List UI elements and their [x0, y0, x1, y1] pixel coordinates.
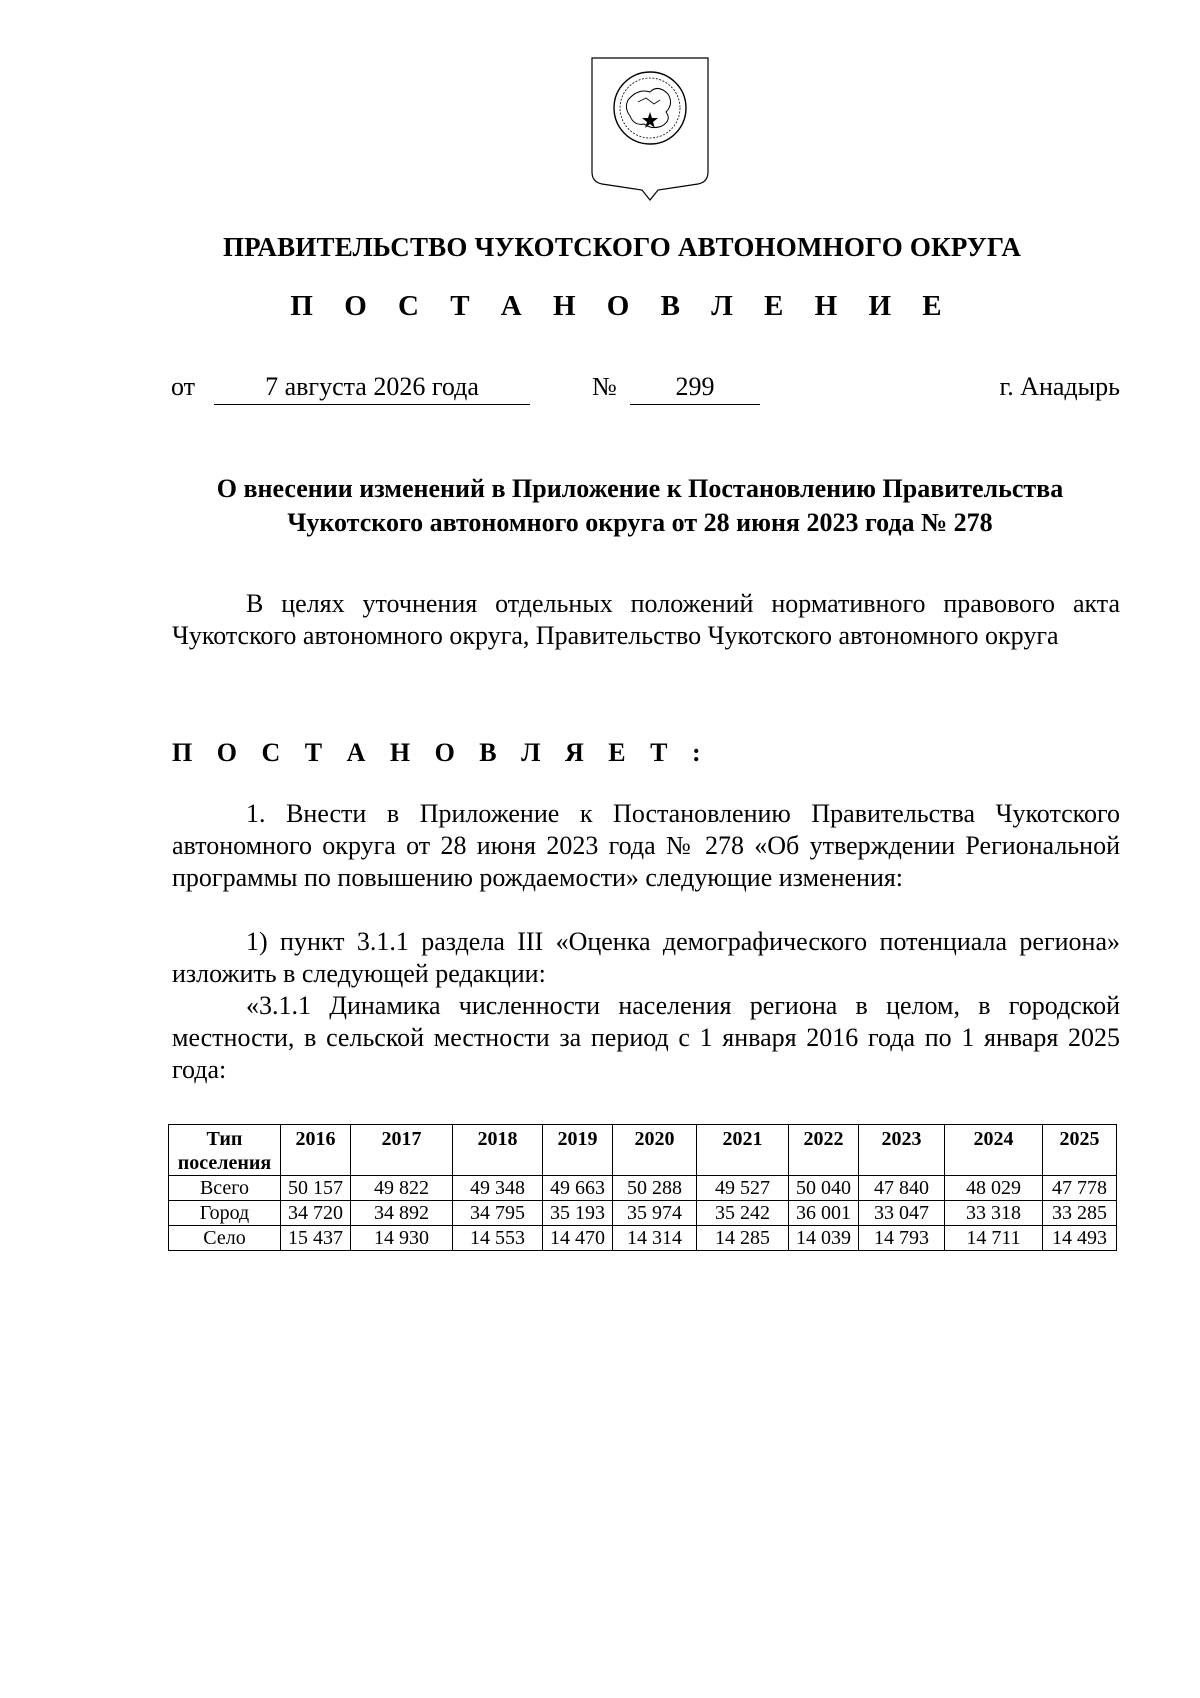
table-cell: 14 793 [859, 1226, 945, 1251]
organization-title: ПРАВИТЕЛЬСТВО ЧУКОТСКОГО АВТОНОМНОГО ОКРУГА [222, 232, 1022, 262]
table-cell: 33 047 [859, 1201, 945, 1226]
coat-of-arms-emblem [588, 54, 712, 206]
subject-line-2: Чукотского автономного округа от 28 июня 2023 года № 278 [287, 508, 993, 537]
header-label-line-1: Тип [206, 1128, 243, 1150]
table-cell: 33 318 [945, 1201, 1043, 1226]
document-date-field [214, 372, 530, 405]
table-cell: 49 822 [351, 1176, 453, 1201]
table-cell: 47 840 [859, 1176, 945, 1201]
table-cell: 14 553 [453, 1226, 543, 1251]
table-cell: 48 029 [945, 1176, 1043, 1201]
year-header: 2023 [859, 1125, 945, 1176]
row-label: Город [169, 1201, 281, 1226]
preamble-paragraph: В целях уточнения отдельных положений нормативного правового акта Чукотского автономного округа, Правительство Чукотского автономного округа [172, 589, 1120, 650]
subitem-1-paragraph: 1) пункт 3.1.1 раздела III «Оценка демографического потенциала региона» изложить в следующей редакции: [172, 927, 1120, 988]
document-date: 7 августа 2026 года [214, 372, 530, 405]
table-cell: 50 288 [613, 1176, 697, 1201]
table-cell: 50 157 [281, 1176, 351, 1201]
number-label: № [592, 372, 617, 401]
table-cell: 50 040 [789, 1176, 859, 1201]
year-header: 2020 [613, 1125, 697, 1176]
table-cell: 49 663 [543, 1176, 613, 1201]
year-header: 2022 [789, 1125, 859, 1176]
decree-heading: П О С Т А Н О В Л Я Е Т : [172, 738, 710, 767]
document-number-field [630, 372, 760, 405]
table-cell: 14 493 [1043, 1226, 1117, 1251]
table-cell: 47 778 [1043, 1176, 1117, 1201]
document-subject [160, 472, 1120, 540]
year-header: 2021 [697, 1125, 789, 1176]
table-cell: 34 892 [351, 1201, 453, 1226]
table-cell: 14 285 [697, 1226, 789, 1251]
table-cell: 34 795 [453, 1201, 543, 1226]
subject-line-1: О внесении изменений в Приложение к Постановлению Правительства [216, 474, 1064, 503]
year-header: 2016 [281, 1125, 351, 1176]
table-header-row [169, 1125, 1117, 1176]
table-row [169, 1201, 1117, 1226]
table-row [169, 1176, 1117, 1201]
table-cell: 49 348 [453, 1176, 543, 1201]
row-label: Всего [169, 1176, 281, 1201]
year-header: 2018 [453, 1125, 543, 1176]
population-table [168, 1124, 1117, 1251]
year-header: 2019 [543, 1125, 613, 1176]
city-label: г. Анадырь [999, 372, 1120, 401]
table-cell: 36 001 [789, 1201, 859, 1226]
table-cell: 34 720 [281, 1201, 351, 1226]
year-header: 2025 [1043, 1125, 1117, 1176]
table-row [169, 1226, 1117, 1251]
table-cell: 15 437 [281, 1226, 351, 1251]
table-cell: 33 285 [1043, 1201, 1117, 1226]
table-cell: 14 711 [945, 1226, 1043, 1251]
item-1-paragraph: 1. Внести в Приложение к Постановлению Правительства Чукотского автономного округа от 28 июня 2023 года № 278 «Об утверждении Региональной программы по повышению рождаемости» следующие изменения: [172, 799, 1120, 892]
date-prefix-label: от [171, 372, 196, 401]
year-header: 2017 [351, 1125, 453, 1176]
table-cell: 14 930 [351, 1226, 453, 1251]
table-cell: 35 974 [613, 1201, 697, 1226]
settlement-type-header [169, 1125, 281, 1176]
document-number: 299 [630, 372, 760, 405]
table-cell: 35 242 [697, 1201, 789, 1226]
quote-paragraph: «3.1.1 Динамика численности населения региона в целом, в городской местности, в сельской местности за период с 1 января 2016 года по 1 января 2025 года: [172, 991, 1120, 1084]
table-cell: 14 314 [613, 1226, 697, 1251]
document-type-title: П О С Т А Н О В Л Е Н И Е [290, 290, 954, 322]
table-cell: 35 193 [543, 1201, 613, 1226]
year-header: 2024 [945, 1125, 1043, 1176]
header-label-line-2: поселения [177, 1152, 272, 1174]
table-cell: 14 039 [789, 1226, 859, 1251]
table-cell: 49 527 [697, 1176, 789, 1201]
table-cell: 14 470 [543, 1226, 613, 1251]
row-label: Село [169, 1226, 281, 1251]
